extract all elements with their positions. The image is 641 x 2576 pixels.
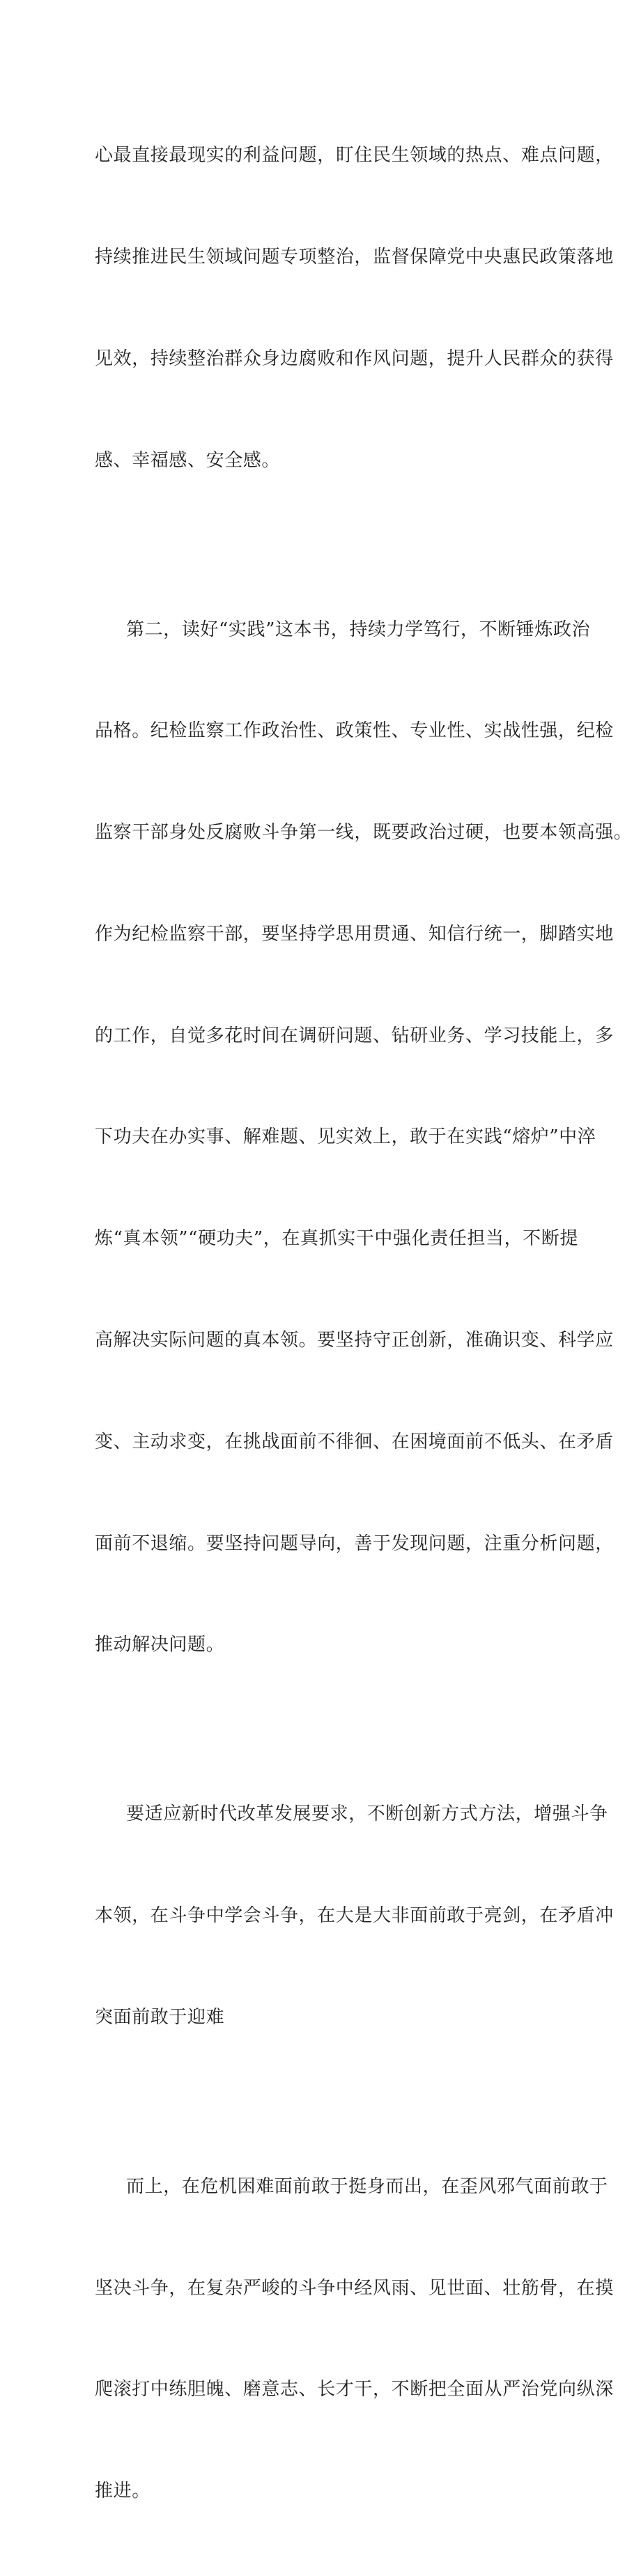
text-line: 持续推进民生领域问题专项整治，监督保障党中央惠民政策落地 (95, 246, 614, 267)
text-line: 变、主动求变，在挑战面前不徘徊、在困境面前不低头、在矛盾 (95, 1431, 614, 1452)
text-line: 品格。纪检监察工作政治性、政策性、专业性、实战性强，纪检 (95, 720, 614, 742)
paragraph-2 (95, 545, 633, 1730)
text-line: 推进。 (95, 2481, 150, 2502)
paragraph-3 (95, 1730, 614, 2102)
text-line: 爬滚打中练胆魄、磨意志、长才干，不断把全面从严治党向纵深 (95, 2379, 614, 2400)
paragraph-1 (95, 71, 614, 545)
text-line: 高解决实际问题的真本领。要坚持守正创新，准确识变、科学应 (95, 1329, 614, 1351)
text-line: 本领，在斗争中学会斗争，在大是大非面前敢于亮剑，在矛盾冲 (95, 1905, 614, 1927)
text-line: 下功夫在办实事、解难题、见实效上，敢于在实践“熔炉”中淬 (95, 1126, 596, 1148)
text-line: 推动解决问题。 (95, 1634, 225, 1656)
text-line: 见效，持续整治群众身边腐败和作风问题，提升人民群众的获得 (95, 348, 614, 369)
text-line: 突面前敢于迎难 (95, 2006, 225, 2028)
text-line: 第二，读好“实践”这本书，持续力学笃行，不断锤炼政治 (126, 619, 591, 640)
text-line: 要适应新时代改革发展要求，不断创新方式方法，增强斗争 (126, 1803, 608, 1825)
text-line: 感、幸福感、安全感。 (95, 449, 281, 471)
text-line: 面前不退缩。要坚持问题导向，善于发现问题，注重分析问题， (95, 1533, 614, 1554)
text-line: 炼“真本领”“硬功夫”，在真抓实干中强化责任担当，不断提 (95, 1228, 578, 1250)
text-line: 监察干部身处反腐败斗争第一线，既要政治过硬，也要本领高强。 (95, 822, 633, 844)
text-line: 的工作，自觉多花时间在调研问题、钻研业务、学习技能上，多 (95, 1025, 614, 1046)
text-line: 作为纪检监察干部，要坚持学思用贯通、知信行统一，脚踏实地 (95, 923, 614, 945)
document-body (95, 71, 633, 2576)
text-line: 而上，在危机困难面前敢于挺身而出，在歪风邪气面前敢于 (126, 2175, 608, 2197)
text-line: 心最直接最现实的利益问题，盯住民生领域的热点、难点问题， (95, 145, 614, 166)
paragraph-4 (95, 2102, 614, 2576)
text-line: 坚决斗争，在复杂严峻的斗争中经风雨、见世面、壮筋骨，在摸 (95, 2277, 614, 2299)
